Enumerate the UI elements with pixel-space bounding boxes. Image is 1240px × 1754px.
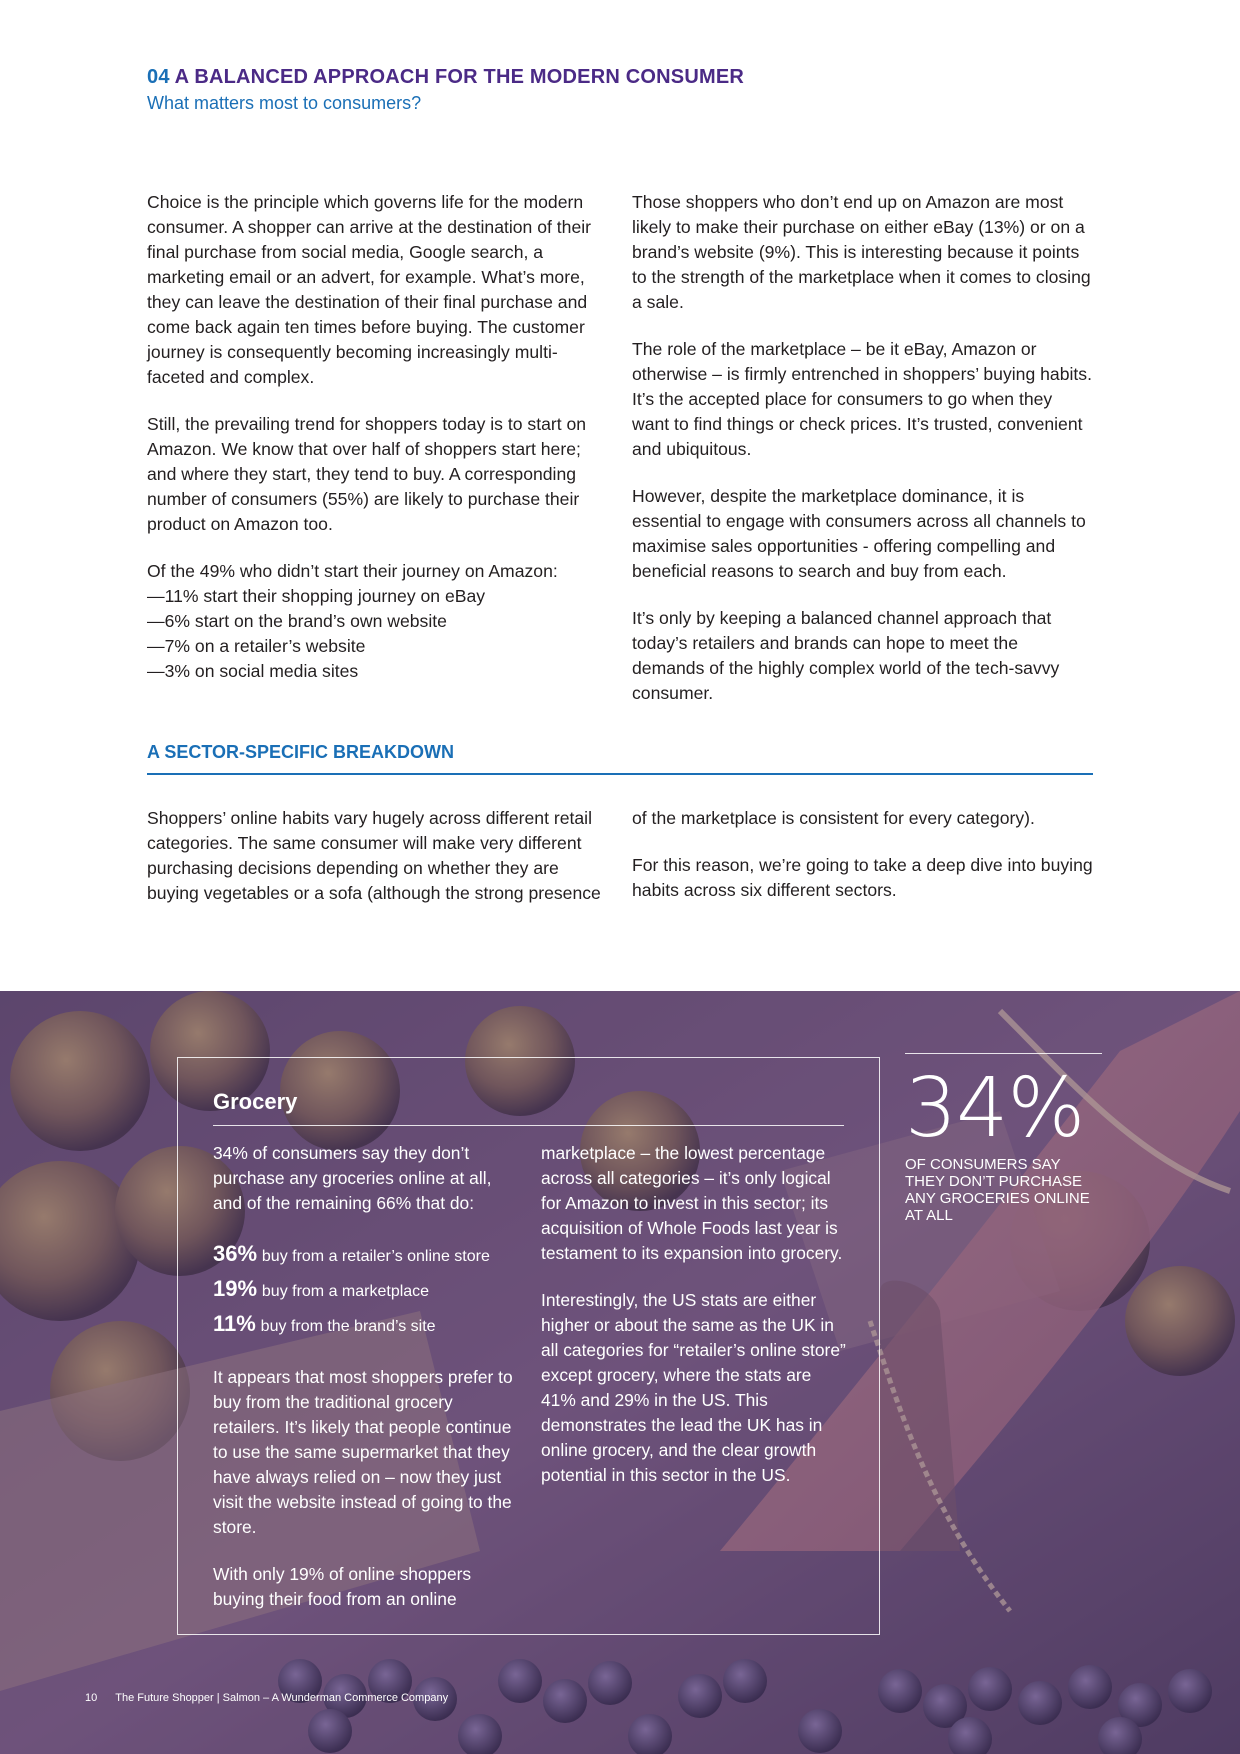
paragraph: The role of the marketplace – be it eBay, Amazon or otherwise – is firmly entrenched in shoppers’ buying habits. It’s the accepted place for consumers to go when they want to find things or check prices. It’s trusted, convenient and ubiquitous. [632, 339, 1092, 459]
list-item: —11% start their shopping journey on eBay [147, 586, 486, 606]
section-title [147, 66, 744, 89]
paragraph: Shoppers’ online habits vary hugely across different retail categories. The same consumer will make very different purchasing decisions depending on whether they are buying vegetables or a sofa (although the strong presence [147, 808, 601, 903]
paragraph: Interestingly, the US stats are either higher or about the same as the UK in all categories for “retailer’s online store” except grocery, where the stats are 41% and 29% in the US. This demonstrates the lead the UK has in online grocery, and the clear growth potential in this sector in the US. [541, 1290, 846, 1485]
grocery-stat [213, 1273, 513, 1308]
paragraph: Choice is the principle which governs life for the modern consumer. A shopper can arrive at the destination of their final purchase from social media, Google search, a marketing email or an advert, for example. What’s more, they can leave the destination of their final purchase and come back again ten times before buying. The customer journey is consequently becoming increasingly multi-faceted and complex. [147, 192, 592, 387]
stat-value: 19% [213, 1276, 258, 1301]
stats-list [147, 584, 605, 684]
paragraph: marketplace – the lowest percentage across all categories – it’s only logical for Amazon to invest in this sector; its acquisition of Whole Foods last year is testament to its expansion into grocery. [541, 1143, 843, 1263]
grocery-left-column [213, 1141, 513, 1634]
paragraph: For this reason, we’re going to take a deep dive into buying habits across six different sectors. [632, 855, 1093, 900]
grocery-stats [213, 1238, 513, 1343]
highlight-stat [905, 1053, 1102, 1224]
sector-header [147, 742, 1093, 775]
grocery-intro: 34% of consumers say they don’t purchase any groceries online at all, and of the remaining 66% that do: [213, 1143, 492, 1213]
paragraph: It’s only by keeping a balanced channel approach that today’s retailers and brands can hope to meet the demands of the highly complex world of the tech-savvy consumer. [632, 608, 1060, 703]
page-number: 10 [85, 1692, 98, 1704]
stat-value: 11% [213, 1311, 256, 1336]
grocery-right-column [541, 1141, 846, 1510]
list-intro: Of the 49% who didn’t start their journey on Amazon: [147, 561, 558, 581]
stat-text: buy from a retailer’s online store [261, 1248, 490, 1265]
section-title-text: A BALANCED APPROACH FOR THE MODERN CONSUMER [174, 66, 745, 88]
list-item: —3% on social media sites [147, 661, 359, 681]
sector-right-column [632, 806, 1094, 925]
section-header [147, 66, 744, 114]
paragraph: Still, the prevailing trend for shoppers today is to start on Amazon. We know that over half of shoppers start here; and where they start, they tend to buy. A corresponding number of consumers (55%) are likely to purchase their product on Amazon too. [147, 414, 587, 534]
page-footer [85, 1692, 448, 1704]
sector-title: A SECTOR-SPECIFIC BREAKDOWN [147, 742, 1093, 775]
stat-text: buy from a marketplace [261, 1283, 430, 1300]
section-subtitle: What matters most to consumers? [147, 93, 422, 113]
footer-text: The Future Shopper | Salmon – A Wunderman Commerce Company [115, 1692, 449, 1704]
grocery-stat [213, 1308, 513, 1343]
paragraph: However, despite the marketplace dominance, it is essential to engage with consumers across all channels to maximise sales opportunities - offering compelling and beneficial reasons to search and buy from each. [632, 486, 1086, 581]
highlight-value: 34% [905, 1061, 1085, 1156]
paragraph: Those shoppers who don’t end up on Amazon are most likely to make their purchase on either eBay (13%) or on a brand’s website (9%). This is interesting because it points to the strength of the marketplace when it comes to closing a sale. [632, 192, 1091, 312]
stat-value: 36% [213, 1241, 258, 1266]
highlight-caption: OF CONSUMERS SAY THEY DON’T PURCHASE ANY GROCERIES ONLINE AT ALL [905, 1156, 1090, 1224]
section-number: 04 [147, 66, 170, 88]
intro-right-column [632, 190, 1094, 728]
grocery-title: Grocery [213, 1089, 844, 1126]
paragraph: It appears that most shoppers prefer to buy from the traditional grocery retailers. It’s likely that people continue to use the same supermarket that they have always relied on – now they just visit the website instead of going to the store. [213, 1367, 513, 1537]
list-item: —6% start on the brand’s own website [147, 611, 447, 631]
paragraph: With only 19% of online shoppers buying their food from an online [213, 1564, 472, 1609]
list-item: —7% on a retailer’s website [147, 636, 366, 656]
grocery-stat [213, 1238, 513, 1273]
stat-text: buy from the brand’s site [260, 1318, 436, 1335]
sector-left-column [147, 806, 605, 928]
intro-left-column [147, 190, 605, 684]
paragraph: of the marketplace is consistent for every category). [632, 808, 1035, 828]
